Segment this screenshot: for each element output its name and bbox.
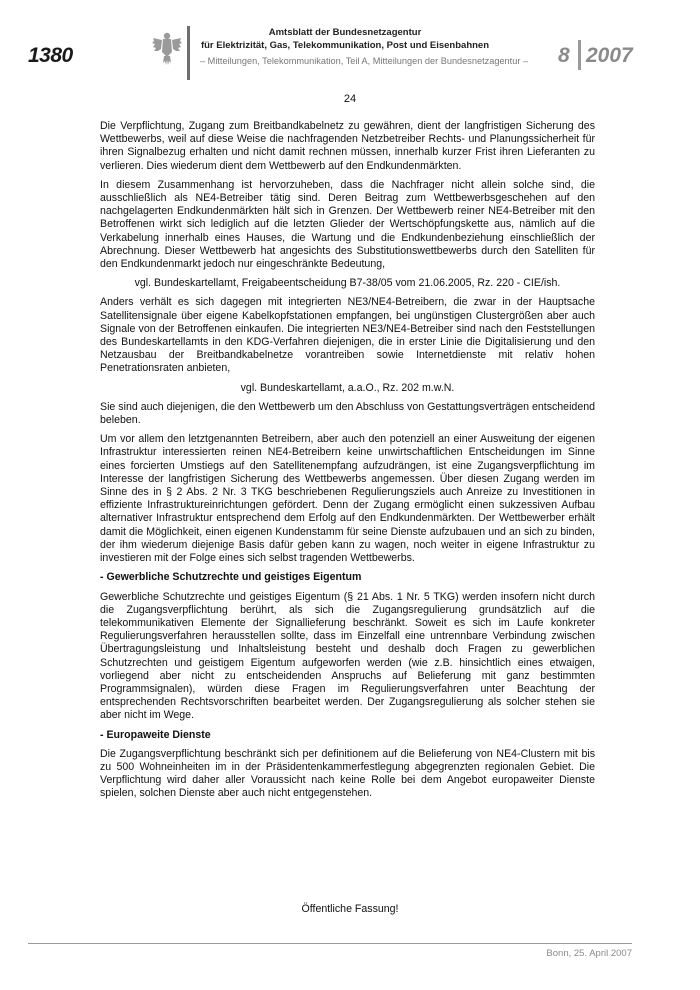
citation: vgl. Bundeskartellamt, Freigabeentscheidung B7-38/05 vom 21.06.2005, Rz. 220 - CIE/ish. xyxy=(134,277,561,290)
header-page-number: 1380 xyxy=(28,44,73,67)
footer-date: Bonn, 25. April 2007 xyxy=(546,948,632,959)
paragraph: Die Verpflichtung, Zugang zum Breitbandkabelnetz zu gewähren, dient der langfristigen Sicherung des Wettbewerbs, weil auf diese Weise die nachfragenden Netzbetreiber Rechts- und Planungssicherheit für ihren Signalbezug erhalten und nicht damit rechnen müssen, innerhalb kurzer Frist ihren Lieferanten zu verlieren. Dies wiederum dient dem Wettbewerb auf den Endkundenmärkten. xyxy=(100,120,595,172)
public-version-note: Öffentliche Fassung! xyxy=(301,903,399,915)
section-heading: - Europaweite Dienste xyxy=(100,728,211,741)
paragraph: Gewerbliche Schutzrechte und geistiges Eigentum (§ 21 Abs. 1 Nr. 5 TKG) werden insofern nicht durch die Zugangsverpflichtung berührt, als sich die Zugangsregulierung grundsätzlich auf die telekommunikativen Elemente der Signallieferung beschränkt. Soweit es sich im Laufe konkreter Regulierungsverfahren herausstellen sollte, dass im Einzelfall eine untrennbare Verbindung zwischen Übertragungsleistung und Inhaltsleistung besteht und deshalb doch Fragen zu gewerblichen Schutzrechten und geistigem Eigentum aufgeworfen werden (wie z.B. hinsichtlich eines etwaigen, vorliegend aber nicht zu entscheidenden Anspruchs auf Belieferung mit ganz bestimmten Programmsignalen), würden diese Fragen im Regulierungsverfahren unter Beachtung der entsprechenden Rechtsvorschriften bearbeitet werden. Der Zugangsregulierung als solcher stehen sie aber nicht im Wege. xyxy=(100,590,595,722)
paragraph: Die Zugangsverpflichtung beschränkt sich per definitionem auf die Belieferung von NE4-Clustern mit bis zu 500 Wohneinheiten im in der Präsidentenkammerfestlegung abgegrenzten regionalen Gebiet. Die Verpflichtung wird daher aller Voraussicht nach keine Rolle bei dem Angebot europaweiter Dienste spielen, solchen Dienste aber auch nicht entgegenstehen. xyxy=(100,747,595,800)
issue-number: 8 xyxy=(558,44,570,67)
footer-divider xyxy=(28,943,632,944)
header-divider xyxy=(187,26,190,80)
gazette-subtitle: – Mitteilungen, Telekommunikation, Teil A, Mitteilungen der Bundesnetzagentur – xyxy=(200,56,529,66)
section-heading: - Gewerbliche Schutzrechte und geistiges Eigentum xyxy=(100,571,362,584)
gazette-title-line2: für Elektrizität, Gas, Telekommunikation, Post und Eisenbahnen xyxy=(200,40,490,51)
paragraph: Sie sind auch diejenigen, die den Wettbewerb um den Abschluss von Gestattungsverträgen entscheidend beleben. xyxy=(100,400,595,427)
document-page-number: 24 xyxy=(343,93,357,105)
issue-year: 2007 xyxy=(586,44,633,67)
document-body xyxy=(100,120,595,807)
paragraph: Anders verhält es sich dagegen mit integrierten NE3/NE4-Betreibern, die zwar in der Hauptsache Satellitensignale über eigene Kabelkopfstationen empfangen, bei ungünstigen Clustergrößen aber auch Signale von der Betroffenen einkaufen. Die integrierten NE3/NE4-Betreiber sind nach den Feststellungen des Bundeskartellamts in den KDG-Verfahren diejenigen, die in erster Linie die Digitalisierung und den Netzausbau der Breitbandkabelnetze vorantreiben sowie Internetdienste mit relativ hohen Penetrationsraten anbieten, xyxy=(100,296,595,375)
citation: vgl. Bundeskartellamt, a.a.O., Rz. 202 m.w.N. xyxy=(240,381,455,394)
paragraph: In diesem Zusammenhang ist hervorzuheben, dass die Nachfrager nicht allein solche sind, die ausschließlich als NE4-Betreiber tätig sind. Deren Beitrag zum Wettbewerbsgeschehen auf den nachgelagerten Endkundenmärkten hält sich in Grenzen. Der Wettbewerb reiner NE4-Betreiber mit den Betroffenen wirkt sich lediglich auf die letzten Glieder der Wertschöpfungskette aus, nämlich auf die Verkabelung innerhalb eines Hauses, die Wartung und die Endkundenbeziehung einschließlich der Abrechnung. Dieser Wettbewerb hat angesichts des Substitutionswettbewerbs durch den Satelliten für den Endkundenmarkt jedoch nur eingeschränkte Bedeutung, xyxy=(100,178,595,271)
federal-eagle-icon xyxy=(152,30,182,66)
paragraph: Um vor allem den letztgenannten Betreibern, aber auch den potenziell an einer Ausweitung der eigenen Infrastruktur interessierten reinen NE4-Betreibern keine unwirtschaftlichen Entscheidungen im Sinne eines forcierten Umstiegs auf den Satellitenempfang aufzudrängen, ist eine Zugangsverpflichtung im Interesse der langfristigen Sicherung des Wettbewerbs angemessen. Über diesen Zugang werden im Sinne des in § 2 Abs. 2 Nr. 3 TKG beschriebenen Regulierungsziels auch Anreize zu Investitionen in effiziente Infrastruktureinrichtungen gefördert. Denn der Zugang ermöglicht einen sukzessiven Aufbau alternativer Infrastruktur entsprechend dem Erfolg auf den Endkundenmärkten. Der Wettbewerber erhält damit die Möglichkeit, einen eigenen Kundenstamm für seine Dienste aufzubauen und an sich zu binden, der ihm wiederum diejenige Basis dafür geben kann zu wagen, noch weiter in eigene Infrastruktur zu investieren mit der Folge eines sich selbst tragenden Wettbewerbs. xyxy=(100,433,595,565)
gazette-title: Amtsblatt der Bundesnetzagentur xyxy=(268,27,422,38)
issue-divider xyxy=(578,40,581,70)
